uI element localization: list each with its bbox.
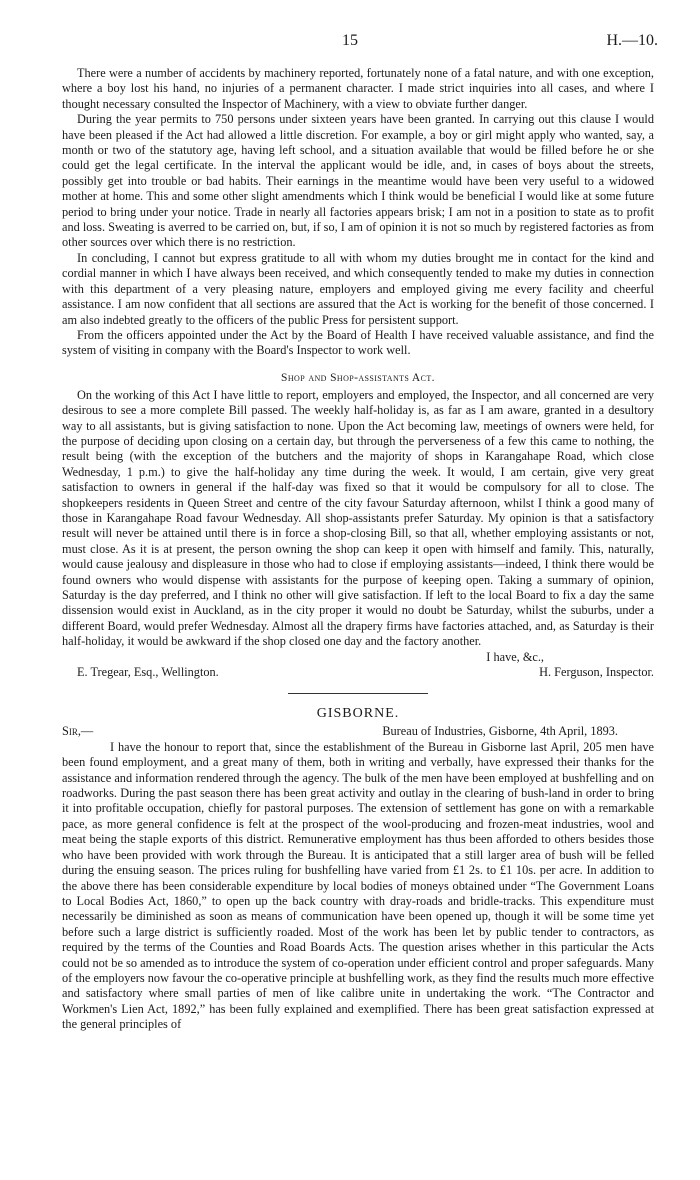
section-divider [288, 693, 428, 694]
page-number: 15 [342, 32, 358, 49]
page-header [0, 32, 700, 54]
paragraph-board-of-health: From the officers appointed under the Act by the Board of Health I have received valuable assistance, and find the system of visiting in company with the Board's Inspector to work well. [62, 327, 654, 358]
paragraph-gisborne-report: I have the honour to report that, since the establishment of the Bureau in Gisborne last April, 205 men have been found employment, and a great many of them, both in writing and verbally, have expressed their thanks for the assistance and information rendered through the agency. The bulk of the men have been employed at bushfelling and on roadworks. During the past season there has been great activity and outlay in the clearing of bush-land in order to bring it into profitable occupation, chiefly for pastoral purposes. The extension of settlement has gone on with a remarkable pace, as more general confidence is felt at the prospect of the wool-producing and frozen-meat industries, wool and meat being the staple exports of this district. Remunerative employment has thus been afforded to others besides those who have been provided with work through the Bureau. It is anticipated that a still larger area of bush will be felled during the ensuing season. The prices ruling for bushfelling have varied from £1 2s. to £1 10s. per acre. In addition to the above there has been considerable expenditure by local bodies of moneys obtained under “The Government Loans to Local Bodies Act, 1860,” to open up the back country with dray-roads and bridle-tracks. This expenditure must necessarily be diminished as soon as means of communication have been opened up, though it will be some time yet before such a large district is sufficiently roaded. Most of the work has been let by public tender to contractors, as required by the terms of the Counties and Road Boards Acts. The question arises whether in this particular the Acts could not be so amended as to introduce the system of co-operation under efficient control and proper safeguards. Many of the employers now favour the co-operative principle at bushfelling work, as they find the results much more effective and satisfactory where small parties of men of like calibre unite in undertaking the work. “The Contractor and Workmen's Lien Act, 1892,” has been fully explained and exemplified. There has been great satisfaction expressed at the general principles of [62, 739, 654, 1032]
paragraph-permits: During the year permits to 750 persons under sixteen years have been granted. In carrying out this clause I would have been pleased if the Act had allowed a little discretion. For example, a boy or girl might apply who wanted, say, a month or two of the statutory age, having left school, and a situation available that would be filled before he or she could get the legal certificate. In the interval the applicant would be idle, and, in cases of boys about the streets, possibly get into trouble or bad habits. Their earnings in the meantime would have been very useful to a widowed mother at home. This and some other slight amendments which I think would be beneficial I would like at some future period to bring under your notice. Trade in nearly all factories appears brisk; I am not in a position to state as to profit and loss. Sweating is averred to be carried on, but, if so, I am of opinion it is not so much by registered factories as from other sources over which there is no restriction. [62, 112, 654, 250]
salutation: Sir,— [62, 724, 94, 739]
signature-block [62, 650, 654, 681]
letter-opening [62, 724, 654, 739]
document-reference: H.—10. [606, 32, 658, 49]
addressee: E. Tregear, Esq., Wellington. [77, 665, 219, 680]
signature: H. Ferguson, Inspector. [539, 665, 654, 680]
paragraph-shop-act: On the working of this Act I have little to report, employers and employed, the Inspector, and all concerned are very desirous to see a more complete Bill passed. The weekly half-holiday is, as far as I am aware, granted in a desultory way to all assistants, but is giving satisfaction to none. Upon the Act becoming law, meetings of owners were held, for the purpose of deciding upon closing on a certain day, but through the perverseness of a few this came to nothing, the result being (with the exception of the butchers and the majority of shops in Karangahape Road, which close Wednesday, 1 p.m.) to give the half-holiday any time during the week. It would, I am certain, give very great satisfaction to owners in general if the half-day was fixed so that it would be compulsory for all to close. The shopkeepers residents in Queen Street and centre of the city favour Saturday afternoon, whilst I think a good many of those in Karangahape Road favour Wednesday. All shop-assistants prefer Saturday. My opinion is that a satisfactory result will never be attained until there is in force a shop-closing Bill, so that all, whether employing assistants or not, must close. As it is at present, the person owning the shop can keep it open with himself and family. This, naturally, would cause jealousy and displeasure in those who had to close if employing assistants—indeed, I think there would be found owners who would dispense with assistants for the purpose of keeping open. Taking a summary of opinion, Saturday is the day preferred, and I think no other will give satisfaction. If left to the local Board to fix a day the same dissension would exist in Auckland, as in the city proper it would no doubt be Saturday, whilst the suburbs, under a different Board, would prefer Wednesday. Almost all the drapery firms have factories attached, and, as Saturday is their half-holiday, it would be awkward if the shop closed one day and the factory another. [62, 387, 654, 649]
closing-formula: I have, &c., [486, 649, 544, 664]
section-heading-gisborne: GISBORNE. [316, 706, 400, 722]
section-heading-shop-act: Shop and Shop-assistants Act. [281, 371, 435, 384]
paragraph-concluding: In concluding, I cannot but express gratitude to all with whom my duties brought me in contact for the kind and cordial manner in which I have always been received, and which consequently tended to make my duties in connection with this department of a very pleasing nature, employers and employed giving me every facility and cheerful assistance. I am now confident that all sections are assured that the Act is working for the benefit of those concerned. I am also indebted greatly to the officers of the public Press for persistent support. [62, 250, 654, 327]
dateline: Bureau of Industries, Gisborne, 4th April, 1893. [382, 724, 618, 739]
paragraph-accidents: There were a number of accidents by machinery reported, fortunately none of a fatal nature, and with one exception, where a boy lost his hand, no injuries of a permanent character. I made strict inquiries into all cases, and where I thought necessary consulted the Inspector of Machinery, with a view to obviate further danger. [62, 66, 654, 111]
signature-right [486, 650, 654, 681]
document-body [62, 66, 654, 1033]
